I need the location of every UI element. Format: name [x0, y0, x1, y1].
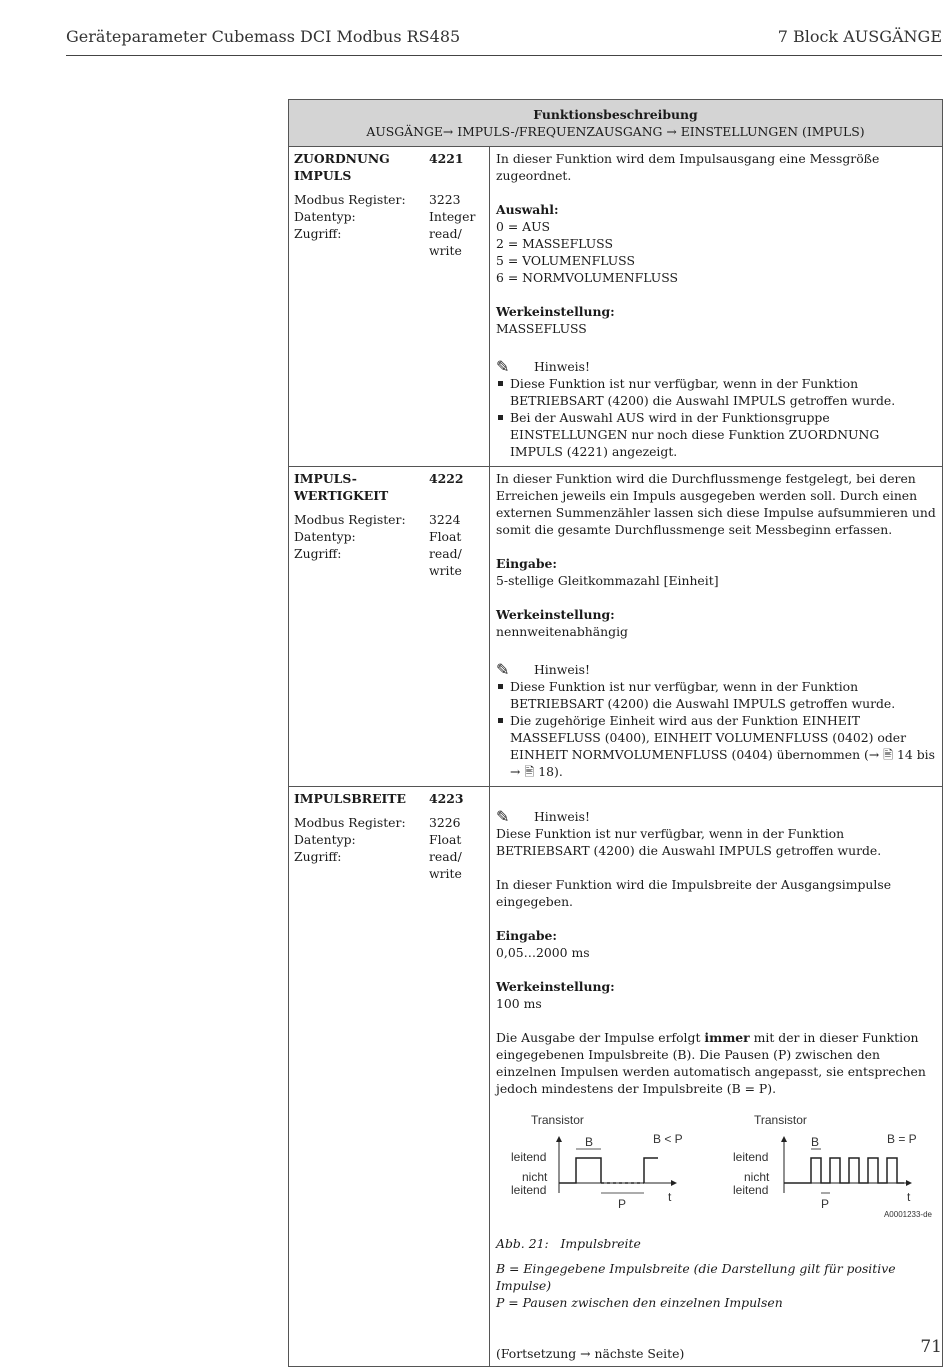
on-label-left: leitend — [511, 1150, 547, 1164]
right-t-label: t — [907, 1190, 911, 1204]
input-label: Eingabe: — [496, 928, 557, 943]
function-name-cont: WERTIGKEIT — [294, 488, 389, 503]
left-pulse-2 — [644, 1158, 658, 1183]
input-value: 5-stellige Gleitkommazahl [Einheit] — [496, 573, 719, 588]
default-label: Werkeinstellung: — [496, 304, 615, 319]
left-p-label: P — [618, 1197, 627, 1211]
table-header — [289, 100, 943, 147]
register-label: Modbus Register: — [294, 815, 406, 830]
option-item: 5 = VOLUMENFLUSS — [496, 253, 635, 268]
pencil-icon: ✎ — [496, 357, 510, 376]
table-row — [289, 147, 943, 467]
figure-caption: Abb. 21: Impulsbreite — [496, 1236, 641, 1251]
function-description — [490, 787, 943, 1367]
type-value: Integer — [429, 209, 476, 224]
default-value: nennweitenabhängig — [496, 624, 628, 639]
continuation-note: (Fortsetzung → nächste Seite) — [496, 1346, 685, 1361]
hint-label: Hinweis! — [534, 662, 590, 677]
input-label: Eingabe: — [496, 556, 557, 571]
access-label: Zugriff: — [294, 849, 342, 864]
hint-item: Diese Funktion ist nur verfügbar, wenn in der Funktion BETRIEBSART (4200) die Auswahl IMPULS getroffen wurde. — [496, 375, 936, 409]
table-row — [289, 787, 943, 1367]
off-label-right-2: leitend — [733, 1183, 769, 1197]
hint-item: Bei der Auswahl AUS wird in der Funktionsgruppe EINSTELLUNGEN nur noch diese Funktion ZUORDNUNG IMPULS (4221) angezeigt. — [496, 409, 936, 460]
access-value-cont: write — [429, 563, 462, 578]
legend-line: P = Pausen zwischen den einzelnen Impulsen — [496, 1295, 783, 1310]
function-description — [490, 467, 943, 787]
function-name: IMPULSBREITE — [294, 791, 406, 806]
option-item: 2 = MASSEFLUSS — [496, 236, 613, 251]
default-value: MASSEFLUSS — [496, 321, 587, 336]
off-label-left-1: nicht — [522, 1170, 548, 1184]
function-info — [289, 147, 490, 467]
access-label: Zugriff: — [294, 546, 342, 561]
access-label: Zugriff: — [294, 226, 342, 241]
access-value-cont: write — [429, 866, 462, 881]
function-description — [490, 147, 943, 467]
type-value: Float — [429, 832, 462, 847]
legend-line: B = Eingegebene Impulsbreite (die Darstellung gilt für positive Impulse) — [496, 1261, 896, 1293]
register-value: 3223 — [429, 192, 461, 207]
auswahl-label: Auswahl: — [496, 202, 559, 217]
hint-text: Diese Funktion ist nur verfügbar, wenn in der Funktion BETRIEBSART (4200) die Auswahl IMPULS getroffen wurde. — [496, 826, 882, 858]
option-item: 6 = NORMVOLUMENFLUSS — [496, 270, 678, 285]
hint-label: Hinweis! — [534, 809, 590, 824]
table-header-title: Funktionsbeschreibung — [533, 107, 698, 122]
document-title: Geräteparameter Cubemass DCI Modbus RS485 — [66, 27, 461, 46]
function-name: IMPULS- — [294, 471, 357, 486]
table-header-path: AUSGÄNGE→ IMPULS-/FREQUENZAUSGANG → EINSTELLUNGEN (IMPULS) — [366, 124, 865, 139]
register-value: 3226 — [429, 815, 461, 830]
access-value: read/ — [429, 226, 462, 241]
default-label: Werkeinstellung: — [496, 607, 615, 622]
figure-id: A0001233-de — [883, 1210, 932, 1219]
access-value: read/ — [429, 849, 462, 864]
on-label-right: leitend — [733, 1150, 769, 1164]
pencil-icon: ✎ — [496, 660, 510, 679]
hint-item: Die zugehörige Einheit wird aus der Funktion EINHEIT MASSEFLUSS (0400), EINHEIT VOLUMENFLUSS (0402) oder EINHEIT NORMVOLUMENFLUSS (0404) übernommen (→ 🖹 14 bis → 🖹 18). — [496, 712, 936, 780]
function-name-cont: IMPULS — [294, 168, 352, 183]
cond-right: B = P — [887, 1132, 917, 1146]
page-header — [66, 27, 942, 56]
right-p-label: P — [821, 1197, 830, 1211]
chapter-title: 7 Block AUSGÄNGE — [777, 27, 942, 46]
function-info — [289, 467, 490, 787]
default-value: 100 ms — [496, 996, 542, 1011]
intro-text: In dieser Funktion wird die Durchflussmenge festgelegt, bei deren Erreichen jeweils ein Impuls ausgegeben werden soll. Durch einen externen Summenzähler lassen sich diese Impulse aufsummieren und somit die gesamte Durchflussmenge seit Messbeginn erfassen. — [496, 471, 936, 537]
pulse-diagram — [496, 1111, 936, 1221]
input-value: 0,05…2000 ms — [496, 945, 590, 960]
intro-text: In dieser Funktion wird die Impulsbreite der Ausgangsimpulse eingegeben. — [496, 877, 892, 909]
page-number: 71 — [920, 1337, 942, 1357]
right-pulse-train — [784, 1158, 904, 1183]
left-t-label: t — [668, 1190, 672, 1204]
register-value: 3224 — [429, 512, 461, 527]
register-label: Modbus Register: — [294, 192, 406, 207]
access-value: read/ — [429, 546, 462, 561]
table-row — [289, 467, 943, 787]
register-label: Modbus Register: — [294, 512, 406, 527]
function-code: 4222 — [429, 471, 464, 486]
left-pulse-1 — [559, 1158, 601, 1183]
pencil-icon: ✎ — [496, 807, 510, 826]
off-label-left-2: leitend — [511, 1183, 547, 1197]
function-code: 4223 — [429, 791, 464, 806]
intro-text: In dieser Funktion wird dem Impulsausgang eine Messgröße zugeordnet. — [496, 151, 880, 183]
off-label-right-1: nicht — [744, 1170, 770, 1184]
type-label: Datentyp: — [294, 209, 356, 224]
hint-label: Hinweis! — [534, 359, 590, 374]
type-value: Float — [429, 529, 462, 544]
option-item: 0 = AUS — [496, 219, 551, 234]
access-value-cont: write — [429, 243, 462, 258]
right-title: Transistor — [754, 1113, 807, 1127]
function-info — [289, 787, 490, 1367]
right-b-label: B — [811, 1135, 820, 1149]
function-name: ZUORDNUNG — [294, 151, 390, 166]
description-text: Die Ausgabe der Impulse erfolgt immer mit der in dieser Funktion eingegebenen Impulsbreite (B). Die Pausen (P) zwischen den einzelnen Impulsen werden automatisch angepasst, sie entsprechen jedoch mindestens der Impulsbreite (B = P). — [496, 1030, 926, 1096]
pulse-width-figure — [496, 1111, 936, 1221]
function-code: 4221 — [429, 151, 464, 166]
hint-item: Diese Funktion ist nur verfügbar, wenn in der Funktion BETRIEBSART (4200) die Auswahl IMPULS getroffen wurde. — [496, 678, 936, 712]
default-label: Werkeinstellung: — [496, 979, 615, 994]
cond-left: B < P — [653, 1132, 683, 1146]
type-label: Datentyp: — [294, 832, 356, 847]
left-title: Transistor — [531, 1113, 584, 1127]
type-label: Datentyp: — [294, 529, 356, 544]
function-table — [288, 99, 943, 1367]
left-b-label: B — [585, 1135, 594, 1149]
